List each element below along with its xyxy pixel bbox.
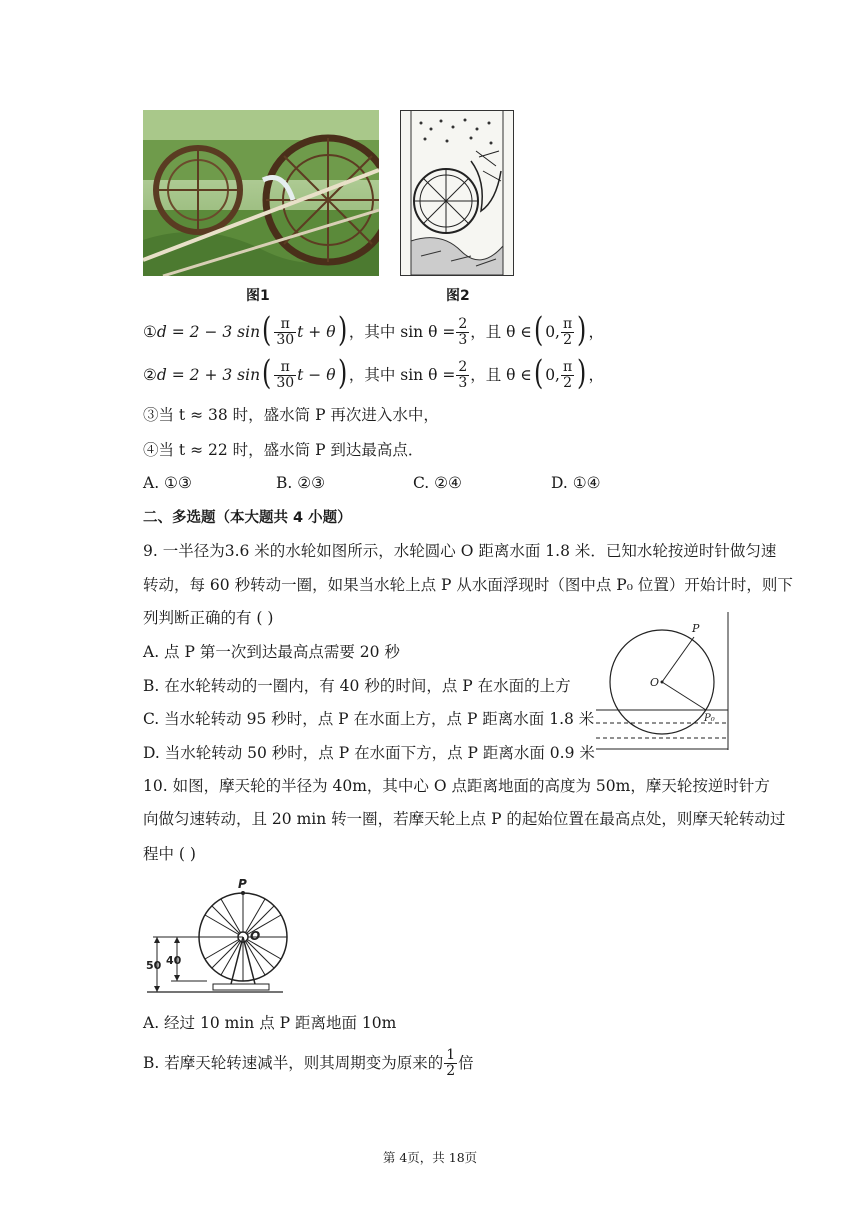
q9-option-c[interactable]: C. 当水轮转动 95 秒时，点 P 在水面上方，点 P 距离水面 1.8 米 xyxy=(143,710,595,728)
figure-1-caption: 图1 xyxy=(246,288,270,304)
fraction-pi-2: $\frac{\pi}{2}$ xyxy=(562,315,573,348)
q9-option-b[interactable]: B. 在水轮转动的一圈内，有 40 秒的时间，点 P 在水面的上方 xyxy=(143,677,571,695)
q10-stem-line-1: 10. 如图，摩天轮的半径为 40m，其中心 O 点距离地面的高度为 50m，摩天轮按逆时针方 xyxy=(143,777,770,795)
statement-3: ③当 t ≈ 38 时，盛水筒 P 再次进入水中， xyxy=(143,406,439,424)
q9-label-p0: P₀ xyxy=(704,713,715,724)
fraction-2-3: $\frac{2}{3}$ xyxy=(458,315,468,348)
q9-label-o: O xyxy=(650,676,660,689)
q10-label-p: P xyxy=(238,877,247,891)
q10-stem-line-2: 向做匀速转动，且 20 min 转一圈，若摩天轮上点 P 的起始位置在最高点处，则摩天轮转动过 xyxy=(143,810,786,828)
fraction-2-3: $\frac{2}{3}$ xyxy=(458,358,468,391)
q9-option-d[interactable]: D. 当水轮转动 50 秒时，点 P 在水面下方，点 P 距离水面 0.9 米 xyxy=(143,744,595,762)
q9-stem-line-2: 转动，每 60 秒转动一圈，如果当水轮上点 P 从水面浮现时（图中点 P₀ 位置）开始计时，则下 xyxy=(143,576,793,594)
statement-4: ④当 t ≈ 22 时，盛水筒 P 到达最高点． xyxy=(143,441,424,459)
q10-label-50: 50 xyxy=(146,959,162,972)
q10-label-40: 40 xyxy=(166,954,182,967)
figure-2-illustration xyxy=(400,110,514,276)
statement-1-formula: d = 2 − 3 sin xyxy=(156,323,261,341)
statement-2: ② d = 2 + 3 sin ( $\frac{\pi}{30}$ t − θ ) ，其中 sin θ = $\frac{2}{3}$ ，且 θ ∈ ( 0, $\frac{\pi}{2}$ ) ， xyxy=(143,353,604,393)
page-footer: 第 4页，共 18页 xyxy=(382,1150,478,1165)
q8-option-b[interactable]: B. ②③ xyxy=(276,474,326,492)
q9-option-a[interactable]: A. 点 P 第一次到达最高点需要 20 秒 xyxy=(143,643,400,661)
q8-option-c[interactable]: C. ②④ xyxy=(413,474,462,492)
q9-stem-line-1: 9. 一半径为3.6 米的水轮如图所示，水轮圆心 O 距离水面 1.8 米．已知水轮按逆时针做匀速 xyxy=(143,542,777,560)
statement-2-prefix: ② xyxy=(143,366,157,384)
statement-1-prefix: ① xyxy=(143,323,157,341)
fraction-pi-30: $\frac{\pi}{30}$ xyxy=(276,358,295,391)
statement-1: ① d = 2 − 3 sin ( $\frac{\pi}{30}$ t + θ ) ，其中 sin θ = $\frac{2}{3}$ ，且 θ ∈ ( 0, $\frac{\pi}{2}$ ) ， xyxy=(143,310,604,350)
section-heading: 二、多选题（本大题共 4 小题） xyxy=(143,510,352,526)
q10-label-o: O xyxy=(250,929,261,943)
fraction-pi-30: $\frac{\pi}{30}$ xyxy=(276,315,295,348)
q9-label-p: P xyxy=(692,622,700,635)
q9-waterwheel-diagram xyxy=(592,612,742,750)
figure-2-caption: 图2 xyxy=(446,288,470,304)
q10-option-b[interactable]: B. 若摩天轮转速减半，则其周期变为原来的 $\frac{1}{2}$ 倍 xyxy=(143,1046,474,1079)
q8-option-a[interactable]: A. ①③ xyxy=(143,474,192,492)
q10-stem-line-3: 程中 ( ) xyxy=(143,845,196,863)
statement-2-formula: d = 2 + 3 sin xyxy=(156,366,261,384)
q9-stem-line-3: 列判断正确的有 ( ) xyxy=(143,609,274,627)
figure-1-photo xyxy=(143,110,379,276)
q10-ferris-wheel-diagram xyxy=(143,876,293,996)
q10-option-a[interactable]: A. 经过 10 min 点 P 距离地面 10m xyxy=(143,1014,397,1032)
fraction-1-2: $\frac{1}{2}$ xyxy=(446,1046,456,1079)
fraction-pi-2: $\frac{\pi}{2}$ xyxy=(562,358,573,391)
q8-option-d[interactable]: D. ①④ xyxy=(551,474,601,492)
